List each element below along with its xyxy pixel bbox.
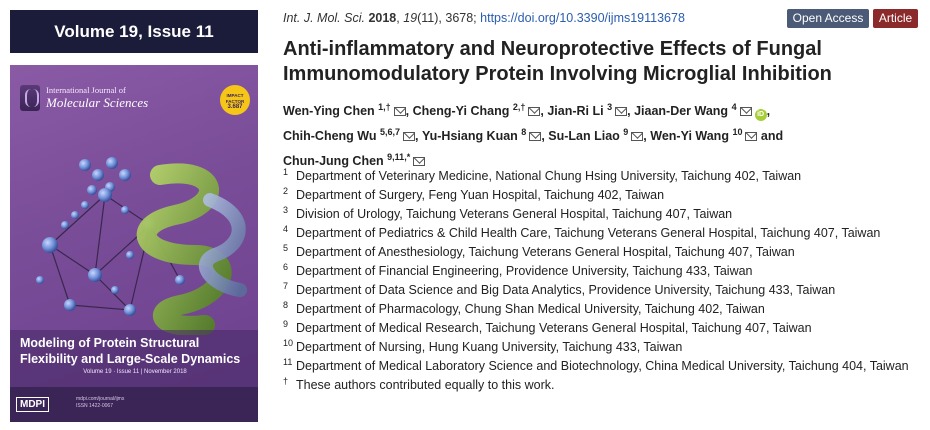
author-list <box>283 97 913 172</box>
author-affiliation-ref: 2,† <box>512 102 526 112</box>
author-separator: , <box>627 104 635 118</box>
author-separator: , <box>766 104 771 118</box>
impact-badge-label: IMPACT FACTOR <box>225 93 245 104</box>
cover-journal-big: Molecular Sciences <box>46 95 149 110</box>
affiliation-text: Department of Pharmacology, Chung Shan Medical University, Taichung 402, Taiwan <box>296 302 765 316</box>
affiliation-item <box>283 187 918 203</box>
author-item[interactable] <box>548 129 650 143</box>
affiliation-number: 10 <box>283 338 294 348</box>
orcid-icon[interactable]: iD <box>755 109 767 121</box>
volume-banner[interactable]: Volume 19, Issue 11 <box>10 10 258 53</box>
author-affiliation-ref: 3 <box>607 102 613 112</box>
impact-badge-value: 3.687 <box>227 104 243 110</box>
author-name[interactable]: Su-Lan Liao <box>548 129 620 143</box>
affiliation-item <box>283 282 918 298</box>
affiliation-item <box>283 206 918 222</box>
author-affiliation-ref: 8 <box>521 127 527 137</box>
author-separator: , <box>540 104 548 118</box>
author-separator: , <box>415 129 422 143</box>
equal-contribution-note <box>283 377 918 393</box>
affiliation-text: Department of Data Science and Big Data Analytics, Providence University, Taichung 433, Taiwan <box>296 283 836 297</box>
affiliation-item <box>283 263 918 279</box>
affiliation-text: Department of Financial Engineering, Providence University, Taichung 433, Taiwan <box>296 264 753 278</box>
author-name[interactable]: Wen-Yi Wang <box>650 129 729 143</box>
affiliation-text: Department of Pediatrics & Child Health Care, Taichung Veterans General Hospital, Taichung 407, Taiwan <box>296 226 881 240</box>
author-separator: , <box>541 129 549 143</box>
author-separator: , <box>405 104 413 118</box>
author-item[interactable] <box>413 104 548 118</box>
affiliation-item <box>283 225 918 241</box>
author-item[interactable] <box>283 129 422 143</box>
affiliation-number: 9 <box>283 319 289 329</box>
author-name[interactable]: Yu-Hsiang Kuan <box>421 129 518 143</box>
cover-url <box>76 396 124 410</box>
cover-issn-line: ISSN 1422-0067 <box>76 403 113 409</box>
affiliation-number: 4 <box>283 224 289 234</box>
author-name[interactable]: Cheng-Yi Chang <box>412 104 510 118</box>
author-item[interactable] <box>634 104 770 118</box>
affiliation-number: 5 <box>283 243 289 253</box>
author-separator: , <box>643 129 651 143</box>
affiliation-number: 1 <box>283 167 289 177</box>
mail-icon[interactable] <box>740 107 752 116</box>
cover-headline: Modeling of Protein Structural Flexibility and Large-Scale Dynamics <box>20 336 241 366</box>
doi-link[interactable]: https://doi.org/10.3390/ijms19113678 <box>480 11 685 25</box>
affiliation-text: Department of Surgery, Feng Yuan Hospital, Taichung 402, Taiwan <box>296 188 665 202</box>
mail-icon[interactable] <box>529 132 541 141</box>
author-name[interactable]: Chun-Jung Chen <box>283 154 384 168</box>
citation-volume: 19 <box>403 11 418 25</box>
author-item[interactable] <box>283 104 413 118</box>
author-name[interactable]: Chih-Cheng Wu <box>283 129 377 143</box>
author-affiliation-ref: 9 <box>623 127 629 137</box>
footnote-symbol: † <box>283 376 289 386</box>
mail-icon[interactable] <box>631 132 643 141</box>
footnote-text: These authors contributed equally to this work. <box>296 378 555 392</box>
cover-journal-small: International Journal of <box>46 85 126 95</box>
affiliation-text: Department of Medical Laboratory Science and Biotechnology, China Medical University, Taichung 404, Taiwan <box>296 359 909 373</box>
citation-year: 2018 <box>368 11 397 25</box>
affiliation-text: Division of Urology, Taichung Veterans General Hospital, Taichung 407, Taiwan <box>296 207 733 221</box>
cover-url-line: mdpi.com/journal/ijms <box>76 396 125 402</box>
author-item[interactable] <box>547 104 634 118</box>
mail-icon[interactable] <box>403 132 415 141</box>
journal-cover-panel <box>10 10 258 422</box>
affiliation-text: Department of Veterinary Medicine, National Chung Hsing University, Taichung 402, Taiwan <box>296 169 802 183</box>
article-title: Anti-inflammatory and Neuroprotective Effects of Fungal Immunomodulatory Protein Involving Microglial Inhibition <box>283 38 832 85</box>
author-item[interactable] <box>283 154 425 168</box>
author-name[interactable]: Jian-Ri Li <box>547 104 604 118</box>
molecule-illustration <box>10 105 258 335</box>
affiliation-text: Department of Medical Research, Taichung Veterans General Hospital, Taichung 407, Taiwan <box>296 321 812 335</box>
affiliation-number: 6 <box>283 262 289 272</box>
cover-footer <box>10 387 258 422</box>
author-name[interactable]: Wen-Ying Chen <box>283 104 375 118</box>
affiliation-number: 8 <box>283 300 289 310</box>
affiliation-list <box>283 168 918 396</box>
author-affiliation-ref: 4 <box>731 102 737 112</box>
mail-icon[interactable] <box>394 107 406 116</box>
affiliation-number: 11 <box>283 357 293 367</box>
affiliation-item <box>283 301 918 317</box>
author-item[interactable] <box>422 129 548 143</box>
affiliation-item <box>283 244 918 260</box>
affiliation-number: 7 <box>283 281 289 291</box>
mail-icon[interactable] <box>413 157 425 166</box>
citation-journal: Int. J. Mol. Sci. <box>283 11 365 25</box>
author-separator: and <box>757 129 784 143</box>
affiliation-text: Department of Anesthesiology, Taichung Veterans General Hospital, Taichung 407, Taiwan <box>296 245 795 259</box>
mdpi-logo: MDPI <box>16 397 49 412</box>
cover-issue-line: Volume 19 · Issue 11 | November 2018 <box>83 369 187 375</box>
author-affiliation-ref: 9,11,* <box>387 152 411 162</box>
cover-image[interactable] <box>10 65 258 422</box>
author-affiliation-ref: 10 <box>732 127 743 137</box>
affiliation-item <box>283 358 918 374</box>
affiliation-number: 2 <box>283 186 289 196</box>
author-name[interactable]: Jiaan-Der Wang <box>634 104 729 118</box>
mail-icon[interactable] <box>615 107 627 116</box>
citation-issue-pages: (11), 3678; <box>417 11 481 25</box>
article-type-badge: Article <box>873 9 918 28</box>
author-affiliation-ref: 1,† <box>378 102 391 112</box>
affiliation-text: Department of Nursing, Hung Kuang University, Taichung 433, Taiwan <box>296 340 683 354</box>
affiliation-item <box>283 320 918 336</box>
open-access-badge[interactable]: Open Access <box>787 9 869 28</box>
citation-line: Int. J. Mol. Sci. 2018, 19(11), 3678; https://doi.org/10.3390/ijms19113678 <box>283 11 685 25</box>
affiliation-item <box>283 168 918 184</box>
mail-icon[interactable] <box>745 132 757 141</box>
author-affiliation-ref: 5,6,7 <box>379 127 401 137</box>
mail-icon[interactable] <box>528 107 540 116</box>
author-item[interactable] <box>650 129 783 143</box>
affiliation-number: 3 <box>283 205 289 215</box>
affiliation-item <box>283 339 918 355</box>
